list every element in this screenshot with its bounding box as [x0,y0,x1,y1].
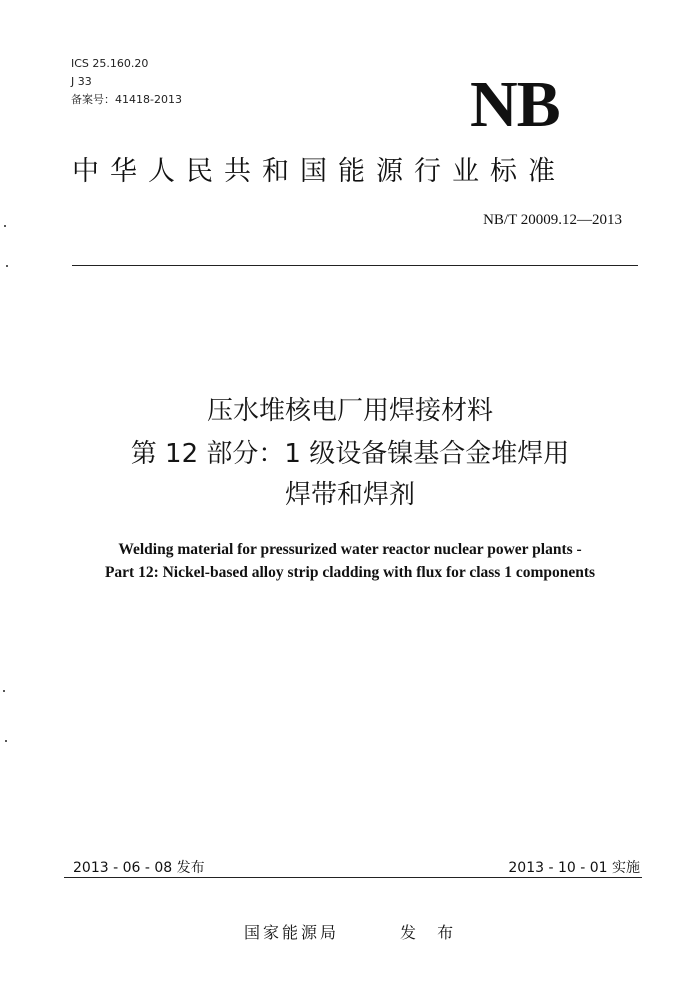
classification-code: J 33 [71,75,92,88]
bottom-divider [64,877,642,878]
title-en-line2: Part 12: Nickel-based alloy strip cladding with flux for class 1 components [104,564,596,581]
title-cn-line3: 焊带和焊剂 [284,480,415,510]
issuer-name: 国家能源局 [244,923,340,942]
publish-date: 2013 - 06 - 08 发布 [73,860,205,876]
issuing-standard-category: 中华人民共和国能源行业标准 [72,156,566,187]
title-cn-line2: 第 12 部分：1 级设备镍基合金堆焊用 [130,439,570,469]
scan-speck [4,225,6,227]
effective-date: 2013 - 10 - 01 实施 [508,860,640,876]
top-divider [72,265,638,266]
nb-logo: NB [470,68,560,141]
title-cn-line1: 压水堆核电厂用焊接材料 [206,396,493,426]
ics-code: ICS 25.160.20 [71,57,149,70]
scan-speck [3,690,5,692]
scan-speck [6,265,8,267]
record-number: 备案号：41418-2013 [71,93,182,106]
standard-number: NB/T 20009.12—2013 [483,212,622,228]
title-en-line1: Welding material for pressurized water reactor nuclear power plants - [118,541,582,558]
scan-speck [5,740,7,742]
issue-label: 发 布 [400,923,462,942]
